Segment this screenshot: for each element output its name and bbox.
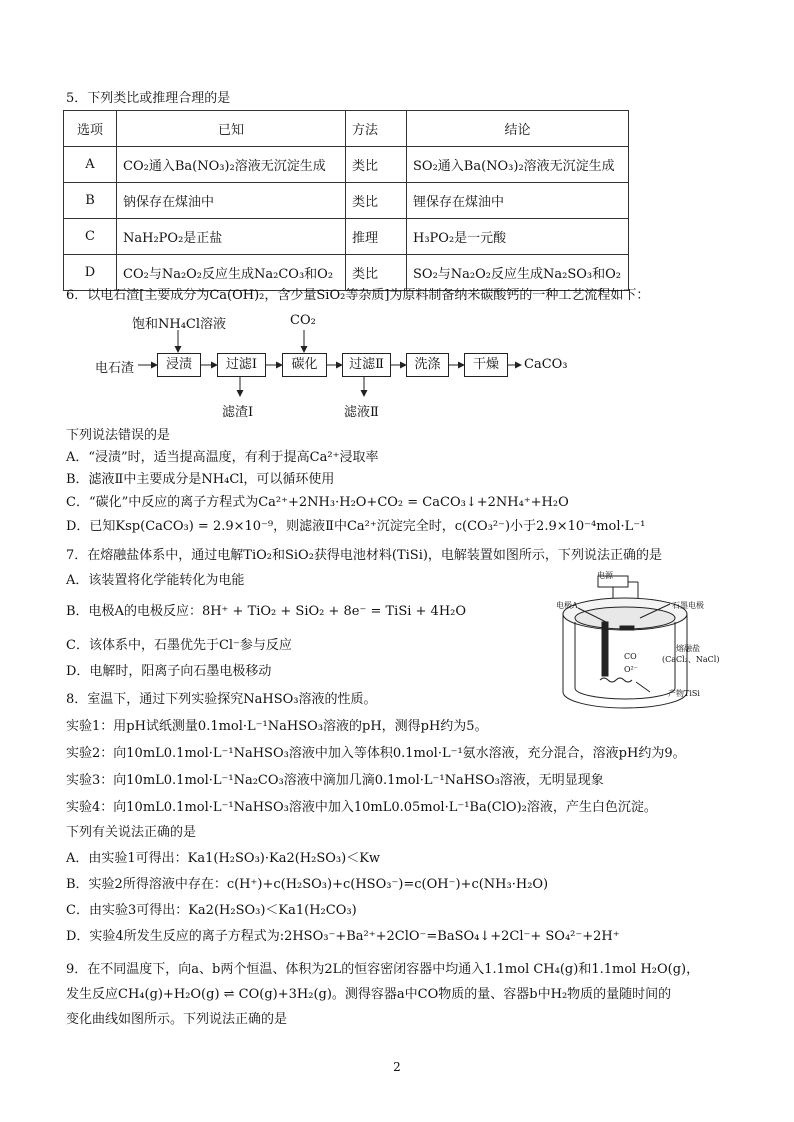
q6-ask: 下列说法错误的是 bbox=[66, 428, 171, 443]
flow-step-soak: 浸渍 bbox=[157, 353, 201, 377]
flow-output-residue1: 滤渣Ⅰ bbox=[222, 405, 254, 420]
diagram-molten-salts: (CaCl₂、NaCl) bbox=[662, 655, 720, 664]
diagram-co-label: CO bbox=[624, 652, 637, 661]
diagram-electrode-a-label: 电极A bbox=[556, 601, 578, 610]
cell: CO₂与Na₂O₂反应生成Na₂CO₃和O₂ bbox=[117, 255, 346, 291]
q8-option-d: D．实验4所发生反应的离子方程式为:2HSO₃⁻+Ba²⁺+2ClO⁻=BaSO₄↓+2Cl⁻+ SO₄²⁻+2H⁺ bbox=[66, 929, 620, 944]
q6-option-b: B．滤液Ⅱ中主要成分是NH₄Cl，可以循环使用 bbox=[66, 472, 335, 487]
cell: 类比 bbox=[346, 147, 407, 183]
q6-option-c: C．“碳化”中反应的离子方程式为Ca²⁺+2NH₃·H₂O+CO₂ = CaCO₃↓+2NH₄⁺+H₂O bbox=[66, 495, 569, 510]
flow-input-nh4cl: 饱和NH₄Cl溶液 bbox=[132, 317, 227, 332]
flow-step-wash: 洗涤 bbox=[406, 353, 449, 377]
q9-line-2: 发生反应CH₄(g)+H₂O(g) ⇌ CO(g)+3H₂(g)。测得容器a中CO物质的量、容器b中H₂物质的量随时间的 bbox=[66, 987, 672, 1002]
cell: SO₂与Na₂O₂反应生成Na₂SO₃和O₂ bbox=[407, 255, 629, 291]
q8-ask: 下列有关说法正确的是 bbox=[66, 825, 197, 840]
cell: B bbox=[64, 183, 117, 219]
q7-stem: 7．在熔融盐体系中，通过电解TiO₂和SiO₂获得电池材料(TiSi)，电解装置如图所示，下列说法正确的是 bbox=[66, 548, 662, 563]
q6-option-a: A．“浸渍”时，适当提高温度，有利于提高Ca²⁺浸取率 bbox=[66, 450, 379, 465]
header-known: 已知 bbox=[117, 111, 346, 147]
diagram-power-label: 电源 bbox=[597, 571, 613, 580]
flow-output-filtrate2: 滤液Ⅱ bbox=[344, 405, 379, 420]
cell: CO₂通入Ba(NO₃)₂溶液无沉淀生成 bbox=[117, 147, 346, 183]
diagram-graphite-label: 石墨电极 bbox=[672, 601, 704, 610]
cell: C bbox=[64, 219, 117, 255]
q7-option-b: B．电极A的电极反应：8H⁺ + TiO₂ + SiO₂ + 8e⁻ = TiSi + 4H₂O bbox=[66, 604, 467, 619]
q8-experiment-3: 实验3：向10mL0.1mol·L⁻¹Na₂CO₃溶液中滴加几滴0.1mol·L⁻¹NaHSO₃溶液，无明显现象 bbox=[66, 773, 604, 788]
diagram-o2-label: O²⁻ bbox=[624, 665, 638, 674]
flow-step-filter2: 过滤Ⅱ bbox=[342, 353, 391, 377]
cell: 推理 bbox=[346, 219, 407, 255]
cell: 锂保存在煤油中 bbox=[407, 183, 629, 219]
flow-input-co2: CO₂ bbox=[290, 313, 316, 328]
cell: 类比 bbox=[346, 255, 407, 291]
q8-option-c: C．由实验3可得出：Ka2(H₂SO₃)＜Ka1(H₂CO₃) bbox=[66, 903, 357, 918]
q5-stem: 5．下列类比或推理合理的是 bbox=[66, 91, 231, 106]
q6-stem: 6．以电石渣[主要成分为Ca(OH)₂，含少量SiO₂等杂质]为原料制备纳米碳酸钙的一种工艺流程如下： bbox=[66, 288, 650, 303]
page-number: 2 bbox=[393, 1060, 401, 1074]
cell: SO₂通入Ba(NO₃)₂溶液无沉淀生成 bbox=[407, 147, 629, 183]
diagram-molten-label: 熔融盐 bbox=[676, 644, 700, 653]
flow-step-dry: 干燥 bbox=[464, 353, 508, 377]
flow-step-carbonize: 碳化 bbox=[282, 353, 327, 377]
header-option: 选项 bbox=[64, 111, 117, 147]
header-conclusion: 结论 bbox=[407, 111, 629, 147]
cell: H₃PO₂是一元酸 bbox=[407, 219, 629, 255]
flow-end: CaCO₃ bbox=[524, 357, 568, 372]
q8-experiment-2: 实验2：向10mL0.1mol·L⁻¹NaHSO₃溶液中加入等体积0.1mol·L⁻¹氨水溶液，充分混合，溶液pH约为9。 bbox=[66, 746, 686, 761]
cell: 类比 bbox=[346, 183, 407, 219]
cell: D bbox=[64, 255, 117, 291]
q8-experiment-1: 实验1：用pH试纸测量0.1mol·L⁻¹NaHSO₃溶液的pH，测得pH约为5。 bbox=[66, 719, 488, 734]
q6-option-d: D．已知Ksp(CaCO₃) = 2.9×10⁻⁹，则滤液Ⅱ中Ca²⁺沉淀完全时，c(CO₃²⁻)小于2.9×10⁻⁴mol·L⁻¹ bbox=[66, 519, 646, 534]
q7-option-c: C．该体系中，石墨优先于Cl⁻参与反应 bbox=[66, 638, 292, 653]
q7-option-d: D．电解时，阳离子向石墨电极移动 bbox=[66, 664, 272, 679]
q8-stem: 8．室温下，通过下列实验探究NaHSO₃溶液的性质。 bbox=[66, 692, 377, 707]
q7-option-a: A．该装置将化学能转化为电能 bbox=[66, 573, 245, 588]
q8-option-b: B．实验2所得溶液中存在：c(H⁺)+c(H₂SO₃)+c(HSO₃⁻)=c(OH⁻)+c(NH₃·H₂O) bbox=[66, 877, 549, 892]
header-method: 方法 bbox=[346, 111, 407, 147]
q9-line-1: 9．在不同温度下，向a、b两个恒温、体积为2L的恒容密闭容器中均通入1.1mol CH₄(g)和1.1mol H₂O(g)， bbox=[66, 962, 700, 977]
q9-line-3: 变化曲线如图所示。下列说法正确的是 bbox=[66, 1012, 288, 1027]
flow-start: 电石渣 bbox=[95, 361, 135, 376]
flow-step-filter1: 过滤Ⅰ bbox=[217, 353, 266, 377]
q8-option-a: A．由实验1可得出：Ka1(H₂SO₃)·Ka2(H₂SO₃)＜Kw bbox=[66, 851, 381, 866]
electrolysis-cell-drawing bbox=[540, 570, 730, 715]
diagram-product-label: 产物TiSi bbox=[668, 689, 700, 698]
cell: 钠保存在煤油中 bbox=[117, 183, 346, 219]
q8-experiment-4: 实验4：向10mL0.1mol·L⁻¹NaHSO₃溶液中加入10mL0.05mol·L⁻¹Ba(ClO)₂溶液，产生白色沉淀。 bbox=[66, 800, 657, 815]
cell: NaH₂PO₂是正盐 bbox=[117, 219, 346, 255]
cell: A bbox=[64, 147, 117, 183]
